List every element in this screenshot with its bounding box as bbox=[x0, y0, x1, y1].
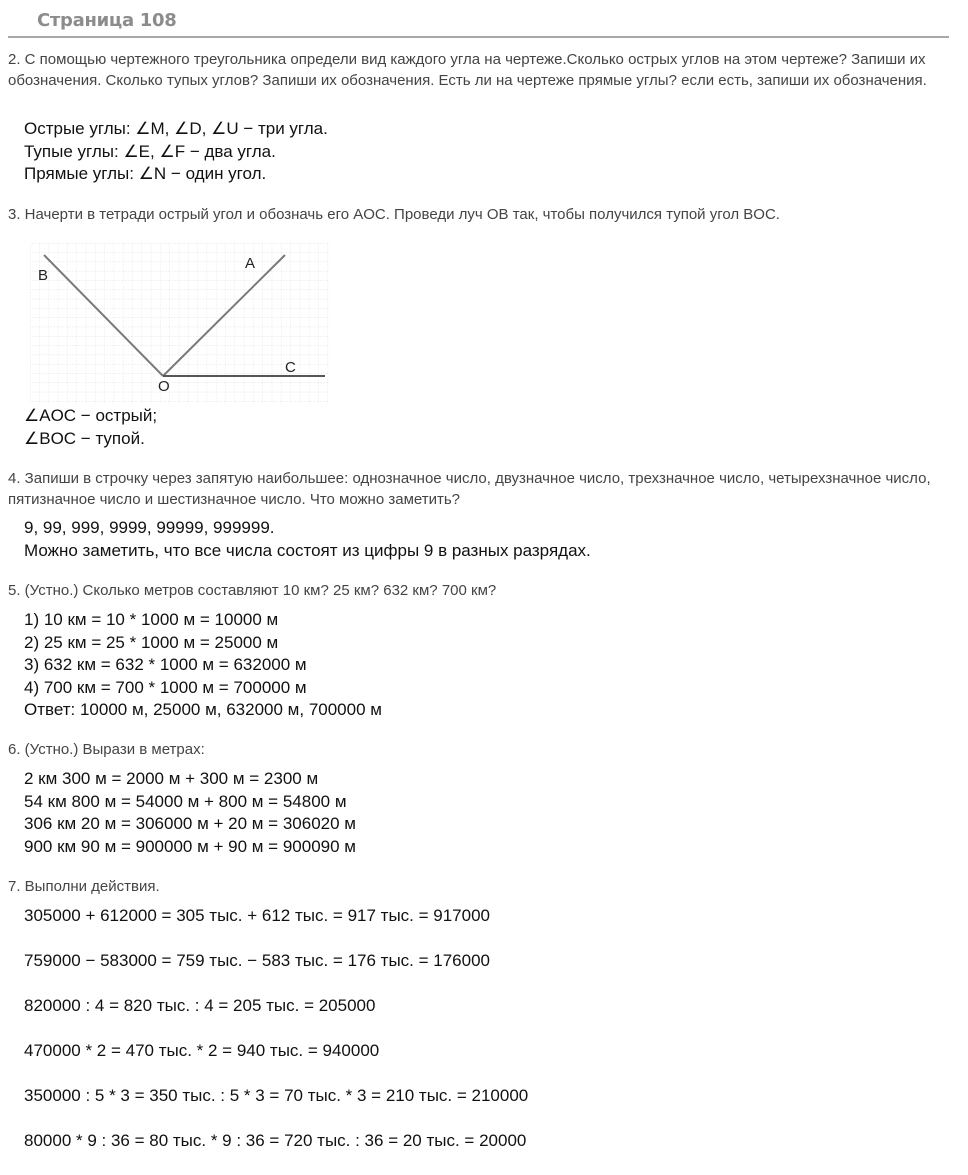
task-5-answer-line: Ответ: 10000 м, 25000 м, 632000 м, 700000 м bbox=[24, 700, 382, 719]
task-5-answer bbox=[24, 609, 924, 722]
grid-background bbox=[30, 243, 330, 403]
task-6-answer bbox=[24, 768, 924, 858]
task-2-answer-line: Тупые углы: ∠E, ∠F − два угла. bbox=[24, 141, 276, 161]
task-3-question: 3. Начерти в тетради острый угол и обозначь его AOC. Проведи луч OB так, чтобы получился тупой угол BOC. bbox=[8, 206, 780, 223]
task-7-question: 7. Выполни действия. bbox=[8, 878, 160, 895]
task-3-answer-line: ∠AOC − острый; bbox=[24, 406, 158, 425]
task-5-answer-line: 2) 25 км = 25 * 1000 м = 25000 м bbox=[24, 632, 279, 652]
task-7-answer-line: 350000 : 5 * 3 = 350 тыс. : 5 * 3 = 70 тыс. * 3 = 210 тыс. = 210000 bbox=[24, 1086, 529, 1105]
task-3-answer-line: ∠BOC − тупой. bbox=[24, 428, 145, 448]
label-b: B bbox=[38, 267, 49, 284]
task-2-answer bbox=[24, 118, 924, 186]
task-6-question: 6. (Устно.) Вырази в метрах: bbox=[8, 741, 205, 758]
task-5-answer-line: 1) 10 км = 10 * 1000 м = 10000 м bbox=[24, 610, 279, 629]
task-6-answer-line: 306 км 20 м = 306000 м + 20 м = 306020 м bbox=[24, 814, 356, 833]
task-5-answer-line: 4) 700 км = 700 * 1000 м = 700000 м bbox=[24, 677, 307, 697]
task-7-answer-line: 470000 * 2 = 470 тыс. * 2 = 940 тыс. = 940000 bbox=[24, 1041, 380, 1060]
page-title: Страница 108 bbox=[37, 10, 177, 31]
task-5-question: 5. (Устно.) Сколько метров составляют 10 км? 25 км? 632 км? 700 км? bbox=[8, 582, 497, 599]
task-4-answer-line: Можно заметить, что все числа состоят из цифры 9 в разных разрядах. bbox=[24, 540, 591, 560]
task-5-answer-line: 3) 632 км = 632 * 1000 м = 632000 м bbox=[24, 655, 307, 674]
task-7-answer-line: 759000 − 583000 = 759 тыс. − 583 тыс. = 176 тыс. = 176000 bbox=[24, 951, 490, 970]
task-4-answer-line: 9, 99, 999, 9999, 99999, 999999. bbox=[24, 518, 275, 537]
task-7-answer-line: 80000 * 9 : 36 = 80 тыс. * 9 : 36 = 720 тыс. : 36 = 20 тыс. = 20000 bbox=[24, 1131, 527, 1150]
task-2-answer-line: Острые углы: ∠M, ∠D, ∠U − три угла. bbox=[24, 119, 328, 138]
page-header bbox=[8, 0, 949, 38]
task-6-answer-line: 54 км 800 м = 54000 м + 800 м = 54800 м bbox=[24, 791, 347, 811]
task-4-answer bbox=[24, 517, 924, 562]
task-2-answer-line: Прямые углы: ∠N − один угол. bbox=[24, 164, 267, 183]
task-6-answer-line: 2 км 300 м = 2000 м + 300 м = 2300 м bbox=[24, 769, 319, 788]
task-3-answer bbox=[24, 405, 924, 450]
label-a: A bbox=[245, 255, 256, 272]
label-o: O bbox=[158, 378, 170, 395]
task-7-answer-line: 820000 : 4 = 820 тыс. : 4 = 205 тыс. = 205000 bbox=[24, 996, 376, 1015]
task-6-answer-line: 900 км 90 м = 900000 м + 90 м = 900090 м bbox=[24, 836, 356, 856]
task-4-question: 4. Запиши в строчку через запятую наибольшее: однозначное число, двузначное число, трехзначное число, четырехзначное число, пятизначное число и шестизначное число. Что можно заметить? bbox=[8, 470, 931, 508]
task-7-answer bbox=[24, 905, 924, 1175]
angle-diagram bbox=[30, 243, 330, 403]
label-c: C bbox=[285, 359, 296, 376]
task-7-answer-line: 305000 + 612000 = 305 тыс. + 612 тыс. = 917 тыс. = 917000 bbox=[24, 906, 490, 925]
task-2-question: 2. С помощью чертежного треугольника определи вид каждого угла на чертеже.Сколько острых углов на этом чертеже? Запиши их обозначения. Сколько тупых углов? Запиши их обозначения. Есть ли на чертеже прямые углы? если есть, запиши их обозначения. bbox=[8, 51, 927, 89]
